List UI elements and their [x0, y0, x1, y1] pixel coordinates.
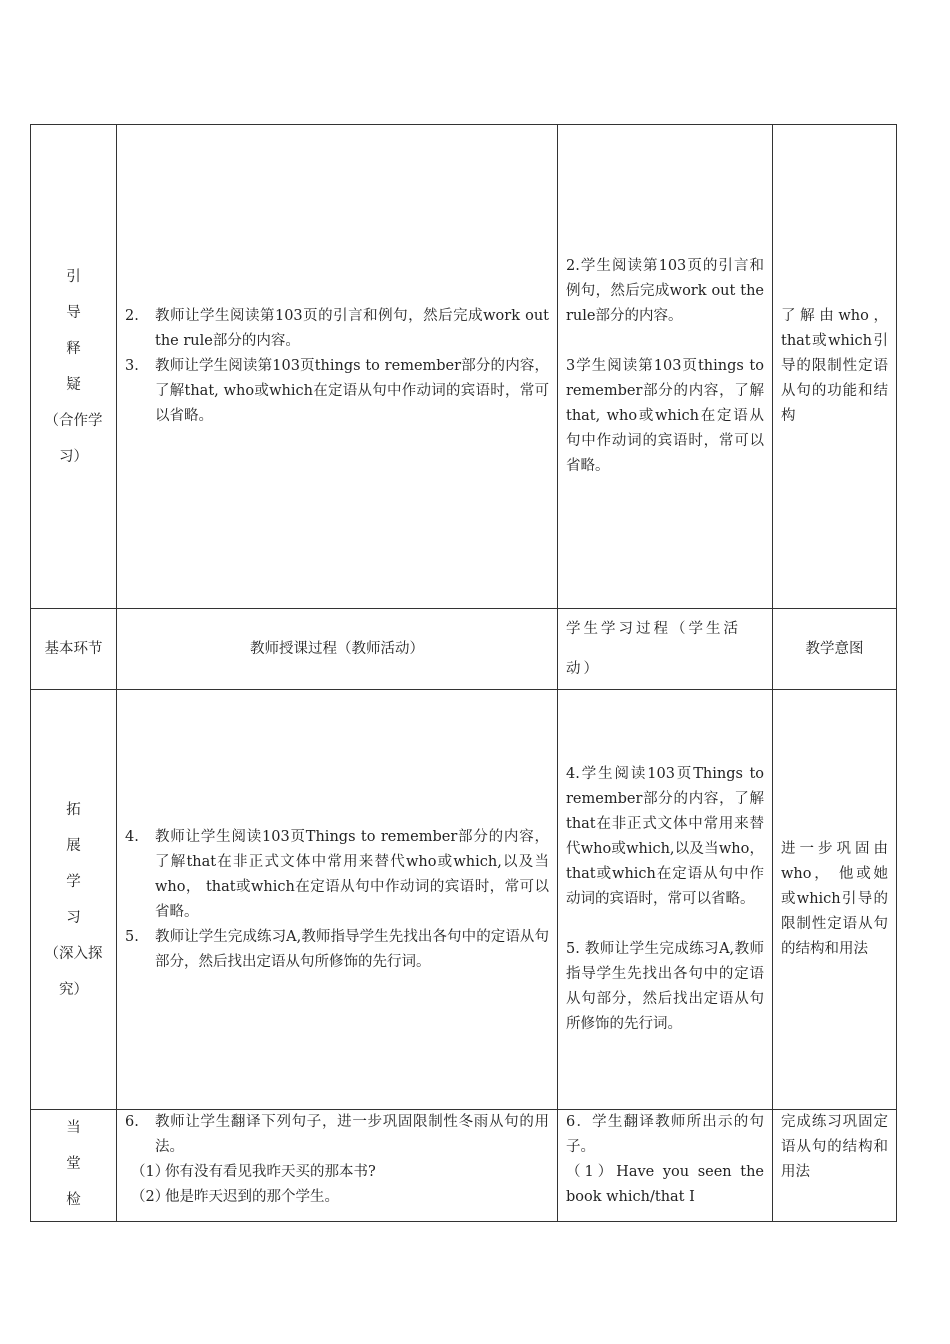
stage-line: 引 [66, 268, 81, 285]
stage-line: （深入探 [44, 945, 103, 962]
teacher-activity-extend [117, 690, 558, 1110]
intent-check [773, 1110, 897, 1222]
sub-item-text: 你有没有看见我昨天买的那本书? [165, 1164, 376, 1180]
header-stage: 基本环节 [31, 609, 117, 690]
student-paragraph: （1）Have you seen the book which/that I [566, 1164, 764, 1205]
list-item [125, 925, 549, 975]
list-item [125, 825, 549, 925]
student-paragraph: 4.学生阅读103页Things to remember部分的内容，了解that在非正式文体中常用来替代who或which,以及当who， that或which在定语从句中作动词的宾语时，常可以省略。 [566, 766, 764, 907]
header-teacher: 教师授课过程（教师活动） [117, 609, 558, 690]
student-paragraph: 2.学生阅读第103页的引言和例句，然后完成work out the rule部分的内容。 [566, 258, 764, 324]
stage-line: 堂 [66, 1156, 81, 1172]
stage-line: 拓 [66, 801, 81, 818]
header-intent: 教学意图 [773, 609, 897, 690]
intent-extend [773, 690, 897, 1110]
sub-item-text: 他是昨天迟到的那个学生。 [165, 1189, 339, 1205]
student-activity-extend [558, 690, 773, 1110]
stage-line: 导 [66, 304, 81, 321]
item-text: 教师让学生阅读第103页的引言和例句，然后完成work out the rule部分的内容。 [155, 308, 549, 349]
stage-line: 究） [59, 981, 88, 998]
stage-line: 疑 [66, 376, 81, 393]
list-item [125, 1110, 549, 1160]
student-paragraph: 3学生阅读第103页things to remember部分的内容，了解that, who或which在定语从句中作动词的宾语时，常可以省略。 [566, 358, 764, 474]
student-activity-guide [558, 125, 773, 609]
stage-line: 学 [66, 873, 81, 890]
header-student: 学生学习过程（学生活动） [558, 609, 773, 690]
teacher-activity-check [117, 1110, 558, 1222]
sub-item [125, 1185, 549, 1210]
stage-line: 习） [59, 448, 88, 465]
list-item [125, 304, 549, 354]
student-paragraph: 6．学生翻译教师所出示的句子。 [566, 1114, 764, 1155]
item-number: 4. [125, 828, 139, 845]
stage-line: 习 [66, 909, 81, 926]
intent-guide [773, 125, 897, 609]
item-text: 教师让学生完成练习A,教师指导学生先找出各句中的定语从句部分，然后找出定语从句所修饰的先行词。 [155, 928, 549, 970]
row-check [31, 1110, 897, 1222]
stage-line: 检 [66, 1192, 81, 1208]
list-item [125, 354, 549, 429]
lesson-plan-table [30, 124, 897, 1222]
intent-text: 完成练习巩固定语从句的结构和用法 [781, 1114, 888, 1180]
intent-text: 进一步巩固由who， 他或她或which引导的限制性定语从句的结构和用法 [781, 841, 888, 957]
stage-line: 当 [66, 1120, 81, 1136]
item-text: 教师让学生阅读103页Things to remember部分的内容，了解that在非正式文体中常用来替代who或which,以及当who， that或which在定语从句中作动词的宾语时，常可以省略。 [155, 828, 549, 920]
stage-extend [31, 690, 117, 1110]
intent-text: 了解由who，that或which引导的限制性定语从句的功能和结构 [781, 308, 888, 424]
row-guide [31, 125, 897, 609]
sub-item-number: （2） [131, 1189, 170, 1205]
sub-item [125, 1160, 549, 1185]
row-extend [31, 690, 897, 1110]
item-number: 6. [125, 1114, 139, 1130]
teacher-activity-guide [117, 125, 558, 609]
item-number: 3. [125, 358, 139, 374]
stage-guide [31, 125, 117, 609]
item-number: 2. [125, 308, 139, 324]
stage-check [31, 1110, 117, 1222]
student-paragraph: 5. 教师让学生完成练习A,教师指导学生先找出各句中的定语从句部分，然后找出定语从句所修饰的先行词。 [566, 941, 764, 1032]
item-number: 5. [125, 928, 139, 945]
stage-line: 释 [66, 340, 81, 357]
item-text: 教师让学生翻译下列句子，进一步巩固限制性冬雨从句的用法。 [155, 1114, 549, 1155]
stage-line: （合作学 [44, 412, 103, 429]
student-activity-check [558, 1110, 773, 1222]
item-text: 教师让学生阅读第103页things to remember部分的内容，了解that, who或which在定语从句中作动词的宾语时，常可以省略。 [155, 358, 549, 424]
row-header [31, 609, 897, 690]
stage-line: 展 [66, 837, 81, 854]
sub-item-number: （1） [131, 1164, 170, 1180]
